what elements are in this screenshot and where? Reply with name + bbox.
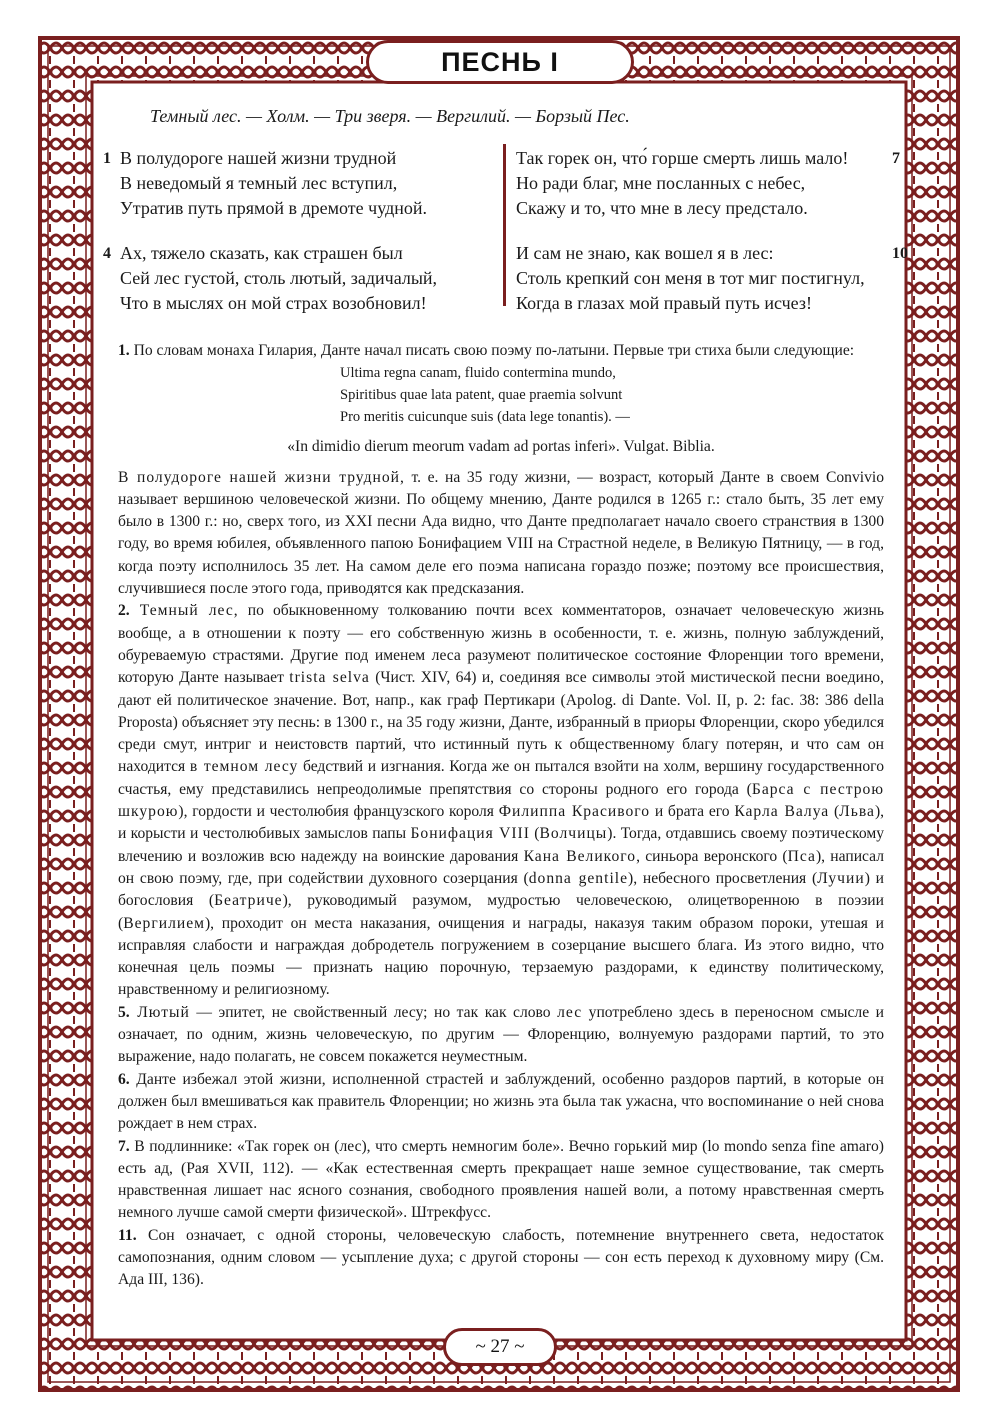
verse-line: Утратив путь прямой в дремоте чудной. [120,198,427,218]
verse-line: В полудороге нашей жизни трудной [120,148,397,168]
note-term: Карла Валуа [734,803,830,821]
note-text: (Чист. XIV, 64) и, соединяя все символы этой мистической песни воедино, дают ей политическое значение. Вот, напр., как граф Пертикари (Apolog. di Dante. Vol. II, p. 2: fac. 38: 386 della Proposta) объясняет эту песнь: в 1300 г., на 35 году жизни, Данте, избранный в приоры Флоренции, скоро убедился среди смут, интриг и неистовств партий, что истинный путь к общественному благу потерян, и что сам он находится [118,669,885,776]
note-lead: Темный лес, [129,602,239,620]
stanza [103,146,500,221]
note-text: употреблено здесь в переносном смысле и означает, по одним, жизнь человеческую, по другим — Флоренцию, волнуемую раздорами партий, то это выражение, надо полагать, не совсем покажется неуместным. [118,1003,885,1066]
note-text: ), руководимый разумом, мудростью человеческою, олицетворенною в поэзии ( [118,892,884,932]
note-text: ), написал он свою поэму, где, при содействии духовного созерцания ( [118,847,884,887]
note-text: по обыкновенному толкованию почти всех комментаторов, означает человеческую жизнь вообще, а в отношении к поэту — его собственную жизнь в особенности, т. е. жизнь, полную заблуждений, обуреваемую страстями. Другие под именем леса разумеют политическое состояние Флоренции того времени, которую Данте называет [118,602,884,687]
note-text: ), гордости и честолюбия французского короля [178,803,499,821]
note-lead: Лютый [129,1003,190,1021]
note-term: Пса [787,847,816,865]
note-text: Сон означает, с одной стороны, человеческую слабость, потемнение внутреннего света, недостаток самопознания, одним словом — усыпление духа; с другой стороны — сон есть переход к духовному миру (См. Ада III, 136). [118,1226,884,1289]
canto-summary: Темный лес. — Холм. — Три зверя. — Вергилий. — Борзый Пес. [150,106,630,126]
line-number: 4 [103,245,111,262]
note-number: 7. [118,1137,130,1155]
note-text: ). Тогда, отдавшись своему поэтическому влечению и возложив всю надежду на воинские дарования [118,825,884,865]
note-term: Барса с пестрою шкурою [118,780,885,821]
note-text: , синьора веронского ( [636,847,788,865]
note-text: Данте избежал этой жизни, исполненной страстей и заблуждений, особенно раздоров партий, в которые он должен был вмешиваться как правитель Флоренции; но жизнь эта была так ужасна, что воспоминание о ней снова рождает в нем страх. [118,1070,884,1133]
note-term: Лучии [817,869,865,887]
note-term: trista selva [289,669,370,687]
note-text: бедствий и изгнания. Когда же он пытался взойти на холм, вершину государственного счастья, ему представились непреодолимые препятствия со стороны родного его города ( [118,758,884,798]
vulgate-quote: «In dimidio dierum meorum vadam ad portas inferi». Vulgat. Biblia. [287,438,715,456]
note-number: 11. [118,1226,137,1244]
title-plate [366,40,634,84]
note-number: 5. [118,1003,130,1021]
note-1 [118,340,884,362]
note-term: Льва [839,803,875,821]
note-text: По словам монаха Гилария, Данте начал писать свою поэму по-латыни. Первые три стиха были следующие: [129,342,855,359]
page-number: ~ 27 ~ [475,1336,525,1357]
verse-line: Скажу и то, что мне в лесу предстало. [516,198,808,218]
latin-line: Spiritibus quae lata patent, quae praemia solvunt [340,387,623,404]
verse-divider [503,144,506,306]
verse-line: В неведомый я темный лес вступил, [120,173,398,193]
verse-column-right [516,146,916,336]
note-text: ) и богословия ( [118,869,884,910]
note-6 [118,1069,884,1136]
note-term: Бонифация VIII [410,825,530,843]
note-text: ), и корысти и честолюбивых замыслов папы [118,803,885,843]
note-term: Филиппа Красивого [498,803,651,821]
verse-line: Ах, тяжело сказать, как страшен был [120,243,403,263]
latin-line: Pro meritis cuicunque suis (data lege tonantis). — [340,409,630,426]
note-text: — эпитет, не свойственный лесу; но так как слово [189,1003,558,1021]
note-text: В подлиннике: «Так горек он (лес), что смерть немногим боле». Вечно горький мир (lo mondo senza fine amaro) есть ад, (Рая XVII, 112). — «Как естественная смерть прекращает наше земное существование, так смерть нравственная лишает нас ясного сознания, свободного проявления нашей воли, а потому нравственная смерть немного лучше самой смерти физической». Штрекфусс. [118,1137,884,1222]
page-number-plate [443,1328,557,1366]
verse-line: Сей лес густой, столь лютый, задичалый, [120,268,438,288]
verse-line: Когда в глазах мой правый путь исчез! [516,293,812,313]
page-title: ПЕСНЬ I [441,46,559,77]
verse-line: Так горек он, что́ горше смерть лишь мало! [516,148,849,168]
verse-column-left [103,146,500,336]
stanza [103,241,500,316]
stanza [516,241,916,316]
verse-line: Столь крепкий сон меня в тот миг постигнул, [516,268,865,288]
note-2 [118,600,884,1001]
note-lead: В полудороге нашей жизни трудной, [118,468,405,486]
note-5 [118,1002,884,1069]
note-term: лес [557,1003,583,1021]
note-number: 2. [118,602,130,620]
note-text: т. е. на 35 году жизни, — возраст, который Данте в своем Convivio называет вершиною человеческой жизни. По общему мнению, Данте родился в 1265 г.: стало быть, 35 лет ему было в 1300 г.: но, сверх того, из XXI песни Ада видно, что Данте предполагает начало своего странствия в 1300 году, во время юбилея, объявленного папою Бонифацием VIII на Страстной неделе, в Великую Пятницу, — в год, когда поэту исполнилось 35 лет. На самом деле его поэма написана гораздо позже; поэтому все происшествия, случившиеся после этого года, приводятся как предсказания. [118,468,884,598]
note-term: Кана Великого [523,847,637,865]
note-text: ( [529,825,540,843]
note-term: Вергилием [123,914,205,932]
note-text: ), проходит он места наказания, очищения и награды, наказуя таким образом пороки, утешая и исправляя слабости и награждая добродетель погружением в созерцание высшего блага. Из этого видно, что конечная цель поэмы — признать нацию порочную, терзаемую раздорами, к единству политическому, нравственному и религиозному. [118,914,884,999]
note-text: ( [829,803,840,821]
verse-line: И сам не знаю, как вошел я в лес: [516,243,774,263]
note-number: 1. [118,342,130,359]
note-number: 6. [118,1070,130,1088]
note-11 [118,1225,884,1292]
note-1-explanation [118,467,884,601]
commentary [118,340,884,1292]
note-text: ), небесного просветления ( [628,869,818,887]
note-term: Волчицы [539,825,608,843]
note-term: donna gentile [528,869,629,887]
stanza [516,146,916,221]
note-term: в темном лесу [189,758,299,776]
note-text: и брата его [650,803,735,821]
latin-quote [340,362,884,428]
verse-line: Что в мыслях он мой страх возобновил! [120,293,427,313]
line-number: 7 [892,150,900,167]
verse-line: Но ради благ, мне посланных с небес, [516,173,806,193]
line-number: 1 [103,150,111,167]
latin-line: Ultima regna canam, fluido contermina mundo, [340,365,616,382]
note-term: Беатриче [214,892,283,910]
line-number: 10 [892,245,908,262]
note-7 [118,1136,884,1225]
